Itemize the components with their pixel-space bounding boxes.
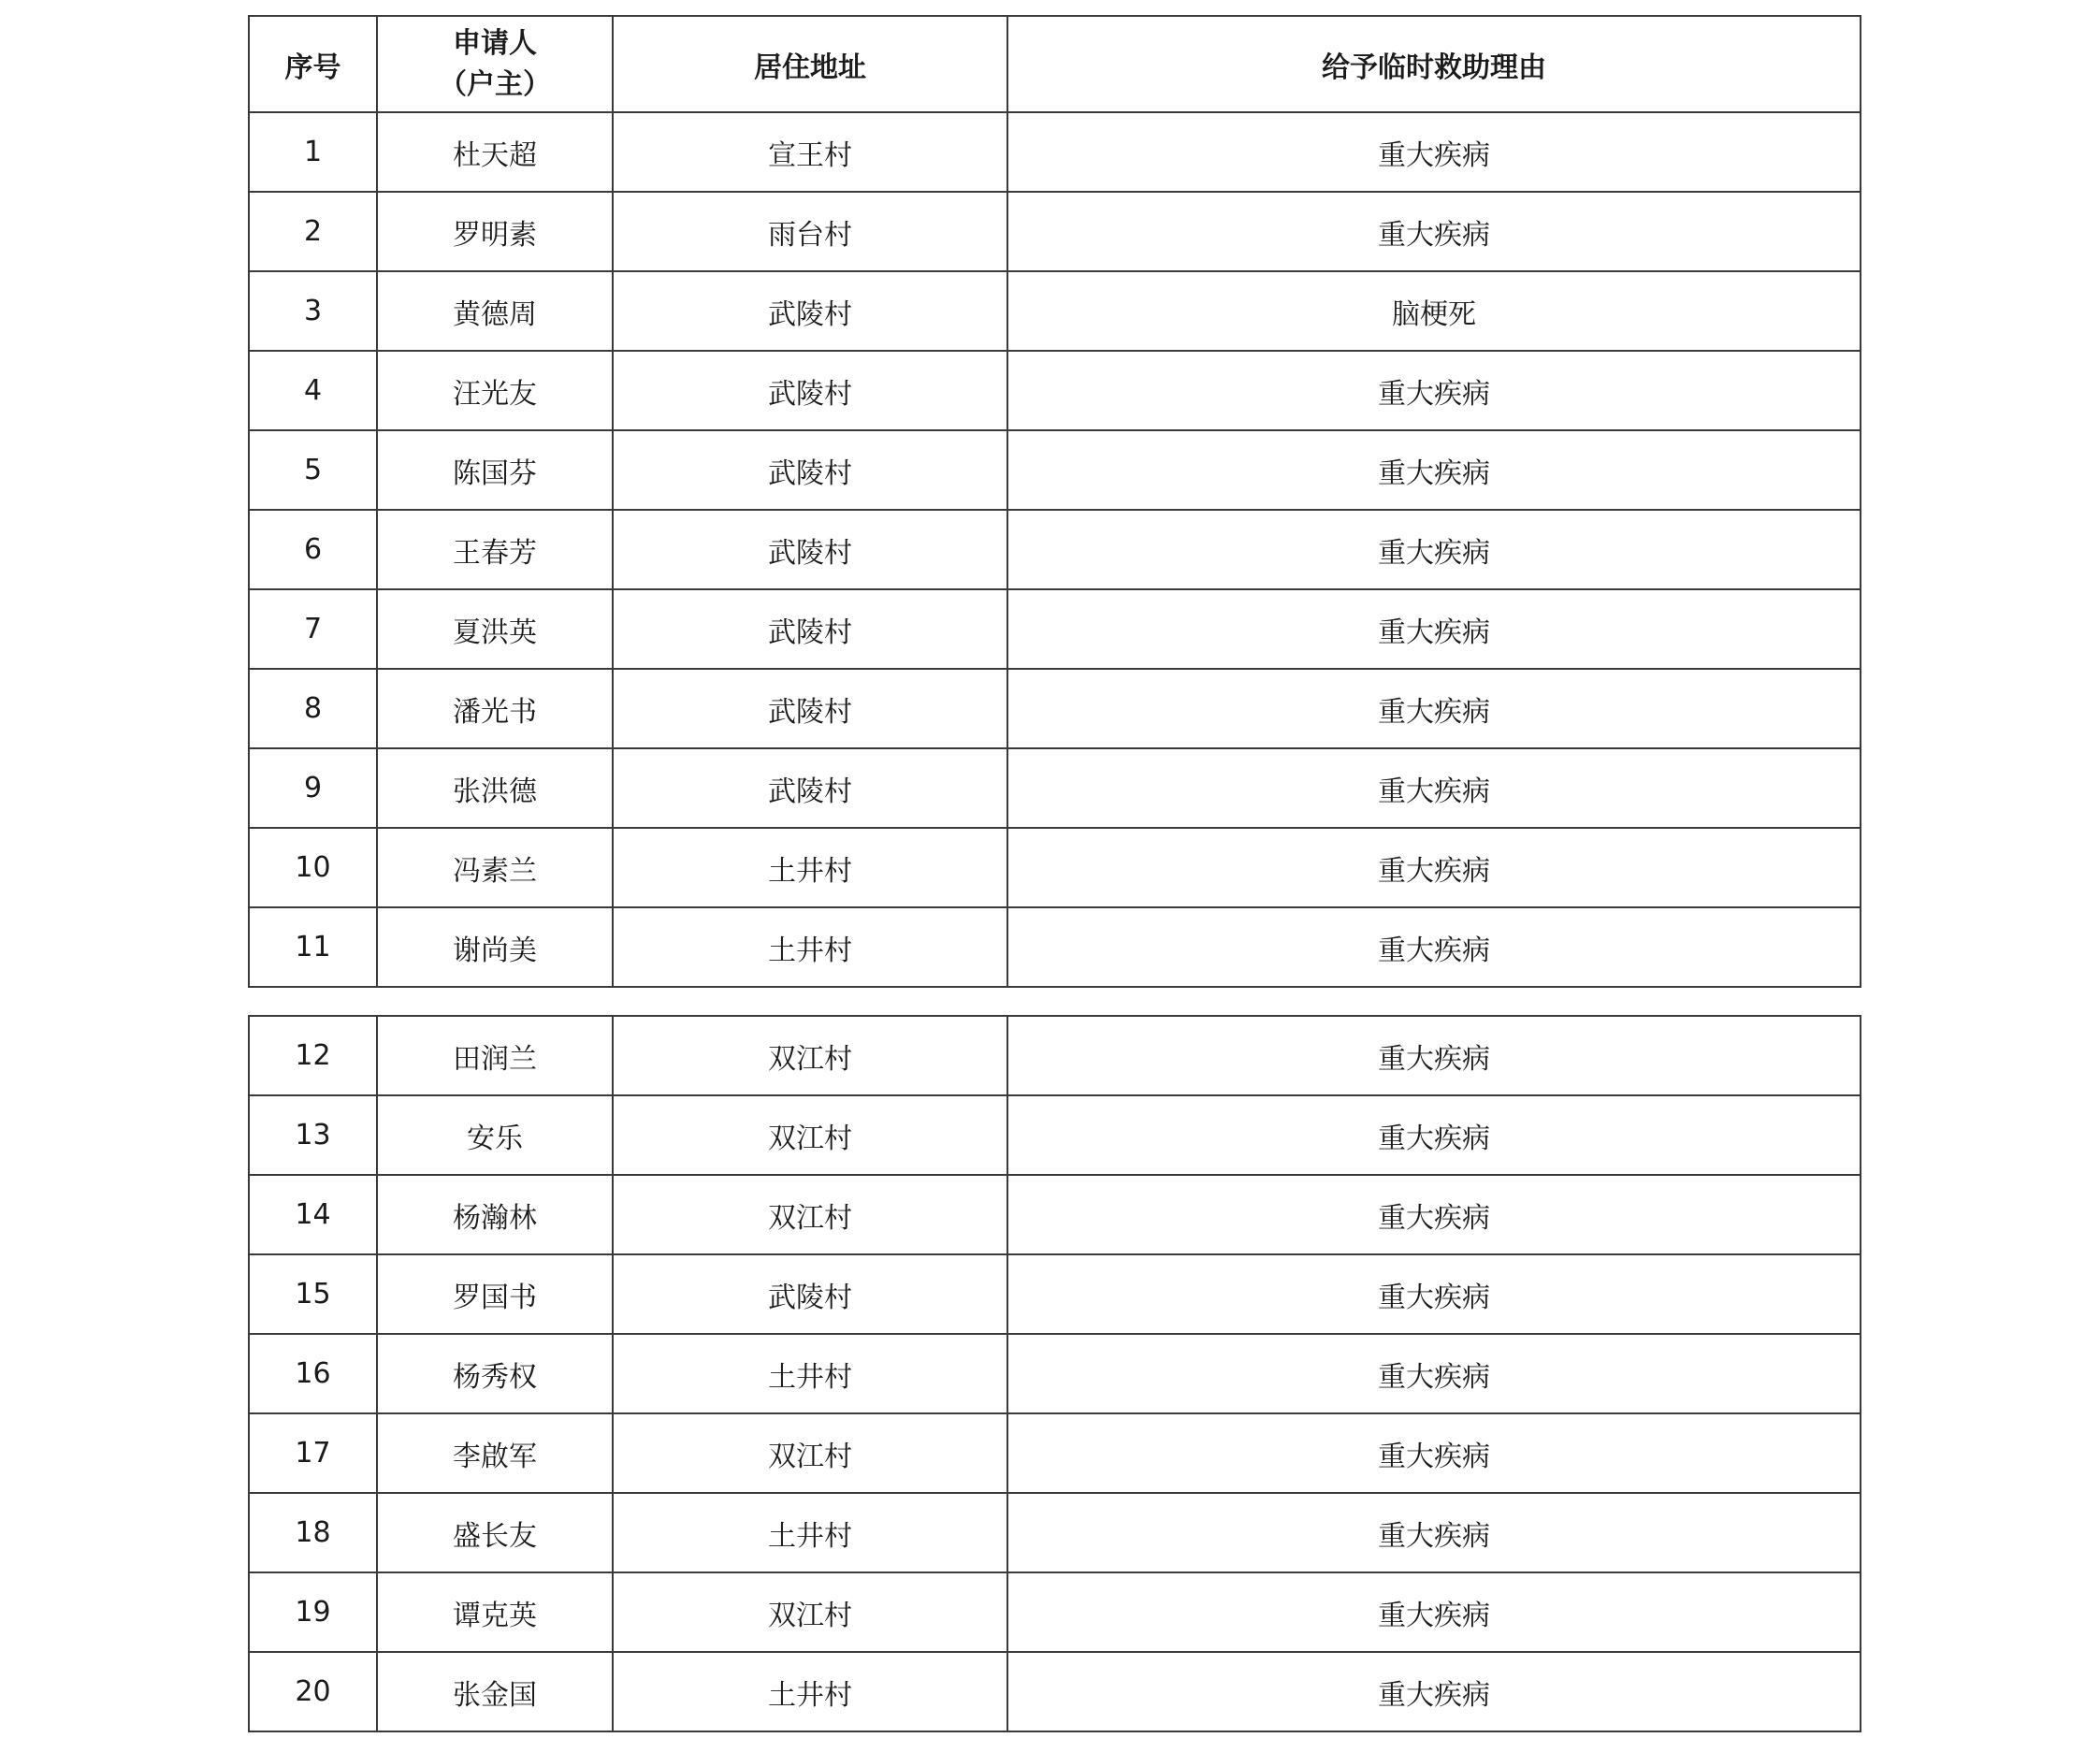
table-row — [249, 1016, 1861, 1095]
cell-applicant: 夏洪英 — [377, 589, 613, 669]
cell-reason: 重大疾病 — [1007, 1652, 1861, 1731]
cell-seq: 3 — [249, 271, 377, 351]
cell-applicant: 汪光友 — [377, 351, 613, 430]
relief-table-part-1 — [248, 15, 1861, 988]
cell-seq: 1 — [249, 112, 377, 192]
cell-seq: 18 — [249, 1493, 377, 1572]
table-header-row — [249, 16, 1861, 112]
cell-applicant: 罗明素 — [377, 192, 613, 271]
cell-seq: 12 — [249, 1016, 377, 1095]
cell-seq: 17 — [249, 1413, 377, 1493]
header-applicant-line2: （户主） — [439, 67, 551, 101]
relief-table-part-2 — [248, 1015, 1861, 1732]
cell-reason: 重大疾病 — [1007, 589, 1861, 669]
cell-address: 土井村 — [613, 907, 1007, 987]
table-row — [249, 112, 1861, 192]
cell-address: 土井村 — [613, 828, 1007, 907]
cell-seq: 9 — [249, 748, 377, 828]
cell-applicant: 谢尚美 — [377, 907, 613, 987]
cell-seq: 6 — [249, 510, 377, 589]
cell-seq: 20 — [249, 1652, 377, 1731]
cell-applicant: 杨秀权 — [377, 1334, 613, 1413]
cell-reason: 重大疾病 — [1007, 1175, 1861, 1254]
cell-seq: 4 — [249, 351, 377, 430]
cell-reason: 重大疾病 — [1007, 510, 1861, 589]
table-row — [249, 1095, 1861, 1175]
table-row — [249, 430, 1861, 510]
cell-applicant: 罗国书 — [377, 1254, 613, 1334]
cell-address: 武陵村 — [613, 271, 1007, 351]
table-row — [249, 351, 1861, 430]
cell-address: 武陵村 — [613, 510, 1007, 589]
cell-applicant: 盛长友 — [377, 1493, 613, 1572]
cell-reason: 重大疾病 — [1007, 351, 1861, 430]
cell-address: 武陵村 — [613, 748, 1007, 828]
cell-seq: 13 — [249, 1095, 377, 1175]
cell-reason: 重大疾病 — [1007, 430, 1861, 510]
cell-reason: 重大疾病 — [1007, 907, 1861, 987]
cell-reason: 重大疾病 — [1007, 1572, 1861, 1652]
cell-reason: 重大疾病 — [1007, 192, 1861, 271]
cell-applicant: 安乐 — [377, 1095, 613, 1175]
cell-applicant: 杜天超 — [377, 112, 613, 192]
cell-address: 武陵村 — [613, 589, 1007, 669]
cell-applicant: 田润兰 — [377, 1016, 613, 1095]
cell-applicant: 张洪德 — [377, 748, 613, 828]
cell-address: 武陵村 — [613, 351, 1007, 430]
cell-address: 武陵村 — [613, 1254, 1007, 1334]
cell-reason: 重大疾病 — [1007, 1016, 1861, 1095]
cell-reason: 重大疾病 — [1007, 1413, 1861, 1493]
cell-address: 雨台村 — [613, 192, 1007, 271]
table-row — [249, 510, 1861, 589]
cell-applicant: 冯素兰 — [377, 828, 613, 907]
cell-reason: 重大疾病 — [1007, 1095, 1861, 1175]
cell-address: 双江村 — [613, 1016, 1007, 1095]
cell-seq: 15 — [249, 1254, 377, 1334]
table-row — [249, 1254, 1861, 1334]
cell-applicant: 潘光书 — [377, 669, 613, 748]
cell-address: 双江村 — [613, 1572, 1007, 1652]
table-row — [249, 907, 1861, 987]
cell-address: 宣王村 — [613, 112, 1007, 192]
cell-reason: 脑梗死 — [1007, 271, 1861, 351]
table-row — [249, 271, 1861, 351]
header-applicant — [377, 16, 613, 112]
cell-seq: 16 — [249, 1334, 377, 1413]
cell-address: 双江村 — [613, 1175, 1007, 1254]
table-row — [249, 589, 1861, 669]
cell-seq: 5 — [249, 430, 377, 510]
table-body-part-1 — [249, 16, 1861, 987]
cell-seq: 19 — [249, 1572, 377, 1652]
cell-seq: 11 — [249, 907, 377, 987]
header-applicant-line1: 申请人 — [453, 26, 537, 60]
cell-applicant: 王春芳 — [377, 510, 613, 589]
cell-applicant: 李啟军 — [377, 1413, 613, 1493]
cell-address: 土井村 — [613, 1334, 1007, 1413]
cell-seq: 7 — [249, 589, 377, 669]
cell-reason: 重大疾病 — [1007, 1493, 1861, 1572]
table-row — [249, 1175, 1861, 1254]
cell-address: 武陵村 — [613, 430, 1007, 510]
cell-reason: 重大疾病 — [1007, 748, 1861, 828]
cell-seq: 8 — [249, 669, 377, 748]
cell-seq: 10 — [249, 828, 377, 907]
header-address: 居住地址 — [613, 16, 1007, 112]
table-row — [249, 1413, 1861, 1493]
cell-seq: 2 — [249, 192, 377, 271]
cell-reason: 重大疾病 — [1007, 1254, 1861, 1334]
table-row — [249, 1493, 1861, 1572]
table-body-part-2 — [249, 1016, 1861, 1731]
cell-reason: 重大疾病 — [1007, 828, 1861, 907]
cell-applicant: 谭克英 — [377, 1572, 613, 1652]
cell-reason: 重大疾病 — [1007, 112, 1861, 192]
table-row — [249, 748, 1861, 828]
header-seq: 序号 — [249, 16, 377, 112]
cell-address: 土井村 — [613, 1652, 1007, 1731]
table-row — [249, 1572, 1861, 1652]
cell-address: 双江村 — [613, 1413, 1007, 1493]
cell-reason: 重大疾病 — [1007, 1334, 1861, 1413]
table-row — [249, 828, 1861, 907]
header-reason: 给予临时救助理由 — [1007, 16, 1861, 112]
table-row — [249, 1652, 1861, 1731]
cell-applicant: 陈国芬 — [377, 430, 613, 510]
table-row — [249, 669, 1861, 748]
cell-seq: 14 — [249, 1175, 377, 1254]
cell-applicant: 杨瀚林 — [377, 1175, 613, 1254]
cell-address: 土井村 — [613, 1493, 1007, 1572]
table-row — [249, 1334, 1861, 1413]
cell-applicant: 张金国 — [377, 1652, 613, 1731]
cell-reason: 重大疾病 — [1007, 669, 1861, 748]
cell-address: 武陵村 — [613, 669, 1007, 748]
cell-address: 双江村 — [613, 1095, 1007, 1175]
table-row — [249, 192, 1861, 271]
cell-applicant: 黄德周 — [377, 271, 613, 351]
